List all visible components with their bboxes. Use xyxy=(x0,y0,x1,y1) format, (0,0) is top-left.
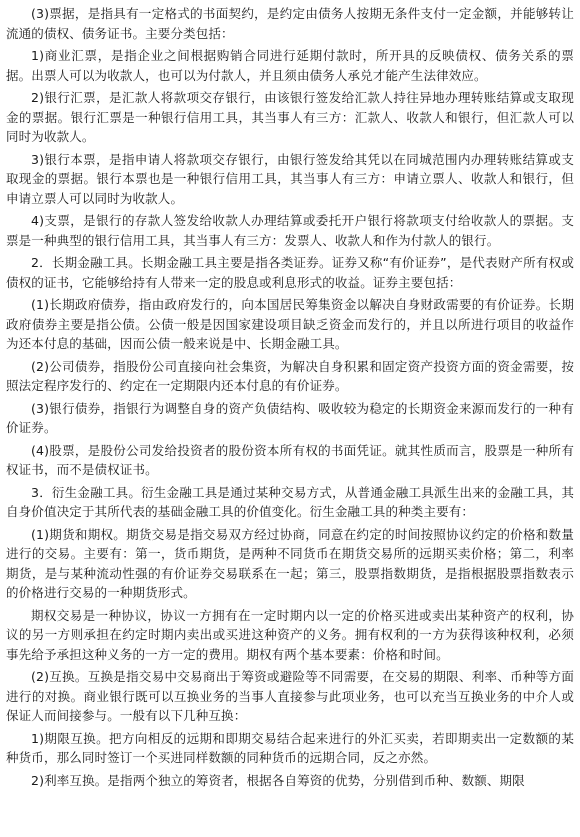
paragraph-corporate-bonds: (2)公司债券，指股份公司直接向社会集资，为解决自身积累和固定资产投资方面的资金需要，按照法定程序发行的、约定在一定期限内还本付息的有价证券。 xyxy=(6,358,574,393)
paragraph-maturity-swap: 1)期限互换。把方向相反的远期和即期交易结合起来进行的外汇买卖，若即期卖出一定数额的某种货币，那么同时签订一个买进同样数额的同种货币的远期合同，反之亦然。 xyxy=(6,730,574,765)
paragraph-bills-intro: (3)票据，是指具有一定格式的书面契约，是约定由债务人按期无条件支付一定金额，并能够转让流通的债权、债务证书。主要分类包括： xyxy=(6,6,574,41)
paragraph-swaps: (2)互换。互换是指交易中交易商出于筹资或避险等不同需要，在交易的期限、利率、币种等方面进行的对换。商业银行既可以互换业务的当事人直接参与此项业务，也可以充当互换业务的中介人或保证人而间接参与。一般有以下几种互换： xyxy=(6,669,574,723)
paragraph-commercial-bill: 1)商业汇票，是指企业之间根据购销合同进行延期付款时，所开具的反映债权、债务关系的票据。出票人可以为收款人，也可以为付款人，并且须由债务人承兑才能产生法律效应。 xyxy=(6,48,574,83)
paragraph-futures-options: (1)期货和期权。期货交易是指交易双方经过协商，同意在约定的时间按照协议约定的价格和数量进行的交易。主要有：第一，货币期货，是两种不同货币在期货交易所的远期买卖价格；第二，利率期货，是与某种流动性强的有价证券交易联系在一起；第三，股票指数期货，是指根据股票指数表示的价格进行交易的一种期货形式。 xyxy=(6,526,574,600)
paragraph-long-term-instruments: 2．长期金融工具。长期金融工具主要是指各类证券。证券又称“有价证券”，是代表财产所有权或债权的证书，它能够给持有人带来一定的股息或利息形式的收益。证券主要包括： xyxy=(6,255,574,290)
paragraph-derivatives: 3．衍生金融工具。衍生金融工具是通过某种交易方式，从普通金融工具派生出来的金融工具，其自身价值决定于其所代表的基础金融工具的价值变化。衍生金融工具的种类主要有： xyxy=(6,484,574,519)
paragraph-bank-draft: 2)银行汇票，是汇款人将款项交存银行，由该银行签发给汇款人持往异地办理转账结算或支取现金的票据。银行汇票是一种银行信用工具，其当事人有三方：汇款人、收款人和银行，但汇款人可以同时为收款人。 xyxy=(6,90,574,144)
paragraph-bank-bonds: (3)银行债券，指银行为调整自身的资产负债结构、吸收较为稳定的长期资金来源而发行的一种有价证券。 xyxy=(6,400,574,435)
paragraph-government-bonds: (1)长期政府债券，指由政府发行的，向本国居民筹集资金以解决自身财政需要的有价证券。长期政府债券主要是指公债。公债一般是因国家建设项目缺乏资金而发行的，并且以所进行项目的收益作为还本付息的基础，因而公债一般来说是中、长期金融工具。 xyxy=(6,297,574,351)
paragraph-stocks: (4)股票，是股份公司发给投资者的股份资本所有权的书面凭证。就其性质而言，股票是一种所有权证书，而不是债权证书。 xyxy=(6,442,574,477)
paragraph-cashier-order: 3)银行本票，是指申请人将款项交存银行，由银行签发给其凭以在同城范围内办理转账结算或支取现金的票据。银行本票也是一种银行信用工具，其当事人有三方：申请立票人、收款人和银行，但申请立票人可以同时为收款人。 xyxy=(6,151,574,206)
paragraph-interest-rate-swap: 2)利率互换。是指两个独立的筹资者，根据各自筹资的优势，分别借到币种、数额、期限 xyxy=(31,772,525,788)
paragraph-options-trading: 期权交易是一种协议，协议一方拥有在一定时期内以一定的价格买进或卖出某种资产的权利，协议的另一方则承担在约定时期内卖出或买进这种资产的义务。拥有权利的一方为获得该种权利，必须事先给予承担这种义务的一方一定的费用。期权有两个基本要素：价格和时间。 xyxy=(6,607,574,662)
document-page xyxy=(6,4,574,833)
paragraph-check: 4)支票，是银行的存款人签发给收款人办理结算或委托开户银行将款项支付给收款人的票据。支票是一种典型的银行信用工具，其当事人有三方：发票人、收款人和作为付款人的银行。 xyxy=(6,213,574,248)
